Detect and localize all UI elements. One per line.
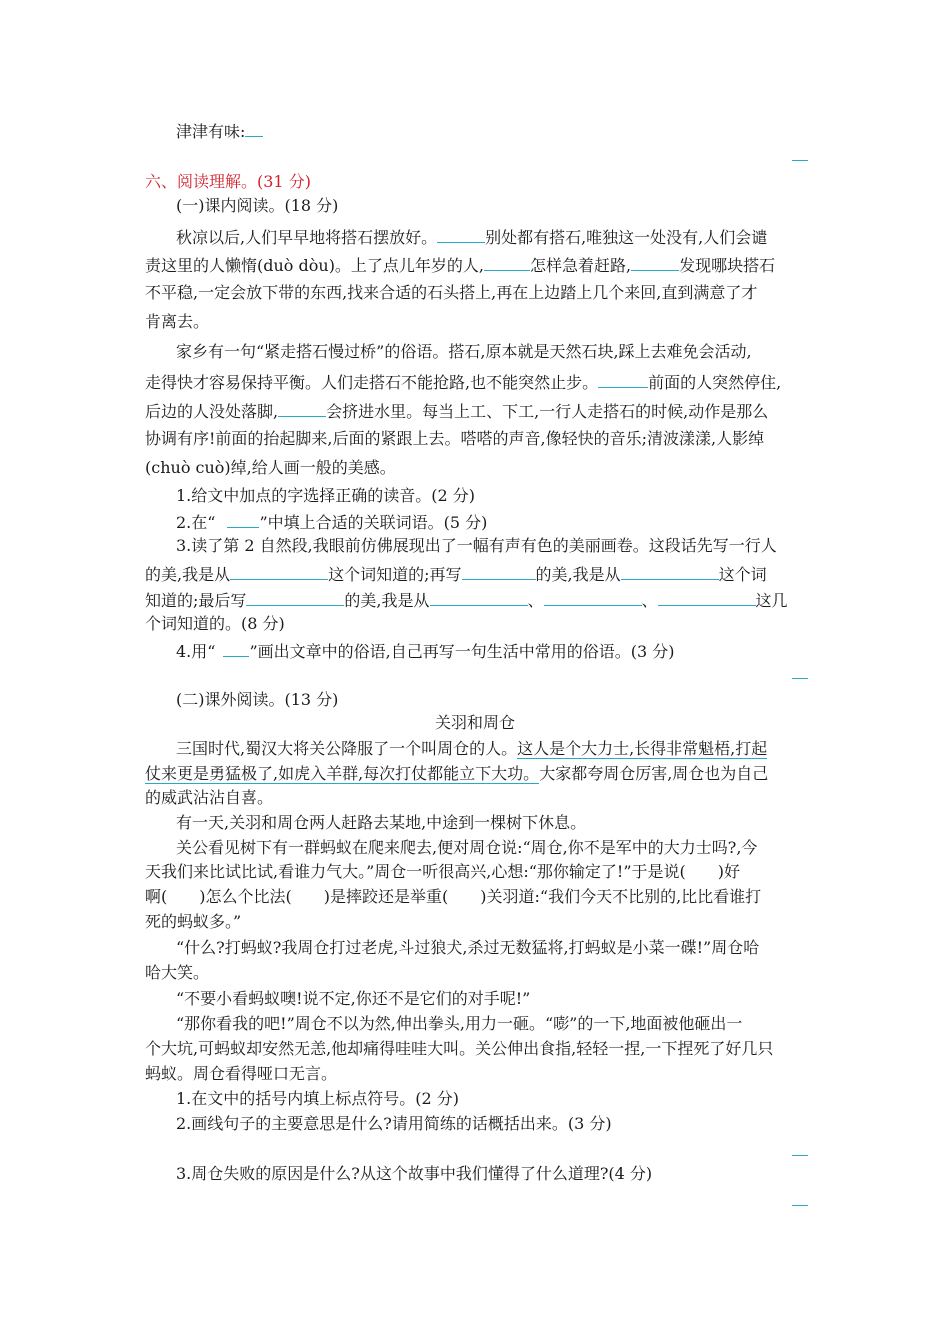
answer-blank[interactable] <box>430 589 528 606</box>
text-segment: 三国时代,蜀汉大将关公降服了一个叫周仓的人。 <box>176 739 518 758</box>
idiom-label: 津津有味: <box>176 122 246 141</box>
paragraph-line: “什么?打蚂蚁?我周仓打过老虎,斗过狼犬,杀过无数猛将,打蚂蚁是小菜一碟!”周仓哈 <box>176 938 760 957</box>
answer-blank[interactable] <box>631 254 679 271</box>
section-heading: 六、阅读理解。(31 分) <box>145 172 311 191</box>
question-2 <box>176 511 487 533</box>
question-3-line <box>145 589 788 611</box>
answer-blank[interactable] <box>544 589 642 606</box>
text-segment: )关羽道:“我们今天不比别的,比比看谁打 <box>480 887 762 906</box>
answer-blank[interactable] <box>621 563 719 580</box>
question-1: 1.给文中加点的字选择正确的读音。(2 分) <box>176 486 476 505</box>
text-segment: )怎么个比法( <box>199 887 292 906</box>
text-segment: 天我们来比试比试,看谁力气大。”周仓一听很高兴,心想:“那你输定了!”于是说( <box>145 862 686 881</box>
paragraph-line: 个大坑,可蚂蚁却安然无恙,他却痛得哇哇大叫。关公伸出食指,轻轻一捏,一下捏死了好几只 <box>145 1039 774 1058</box>
answer-blank[interactable] <box>658 589 756 606</box>
paragraph-line: 哈大笑。 <box>145 963 210 982</box>
text-segment: 、 <box>527 591 544 610</box>
question-3-line <box>145 563 767 585</box>
paragraph-line: “不要小看蚂蚁噢!说不定,你还不是它们的对手呢!” <box>176 989 531 1008</box>
paragraph-line <box>145 887 761 907</box>
text-segment: 、 <box>641 591 658 610</box>
text-segment: 知道的;最后写 <box>145 591 247 610</box>
text-segment: 啊( <box>145 887 168 906</box>
question-3: 3.周仓失败的原因是什么?从这个故事中我们懂得了什么道理?(4 分) <box>176 1164 653 1183</box>
paragraph-line: (chuò cuò)绰,给人画一般的美感。 <box>145 458 396 477</box>
text-segment: 的美,我是从 <box>145 565 231 584</box>
text-segment: 这几 <box>755 591 788 610</box>
text-segment: 这个词 <box>718 565 767 584</box>
paragraph-line: 蚂蚁。周仓看得哑口无言。 <box>145 1064 338 1083</box>
paragraph-line: 关公看见树下有一群蚂蚁在爬来爬去,便对周仓说:“周仓,你不是军中的大力士吗?,今 <box>176 838 758 857</box>
text-segment: )是摔跤还是举重( <box>323 887 449 906</box>
paragraph-line: 肯离去。 <box>145 312 210 331</box>
part1-heading: (一)课内阅读。(18 分) <box>176 196 339 215</box>
text-segment: 走得快才容易保持平衡。人们走搭石不能抢路,也不能突然止步。 <box>145 373 599 392</box>
paragraph-line: 不平稳,一定会放下带的东西,找来合适的石头搭上,再在上边踏上几个来回,直到满意了才 <box>145 283 758 302</box>
text-segment: 的美,我是从 <box>344 591 430 610</box>
paragraph-line <box>176 739 767 759</box>
underlined-sentence: 仗来更是勇猛极了,如虎入羊群,每次打仗都能立下大功。 <box>145 764 540 783</box>
text-segment: )好 <box>717 862 741 881</box>
paragraph-line <box>176 226 767 248</box>
answer-dash[interactable] <box>792 678 808 679</box>
text-segment: 秋凉以后,人们早早地将搭石摆放好。 <box>176 228 438 247</box>
answer-blank[interactable] <box>245 120 263 137</box>
question-2: 2.画线句子的主要意思是什么?请用简练的话概括出来。(3 分) <box>176 1114 612 1133</box>
underlined-sentence: 这人是个大力士,长得非常魁梧,打起 <box>517 739 768 758</box>
answer-dash[interactable] <box>792 1205 808 1206</box>
text-segment: 的美,我是从 <box>535 565 621 584</box>
text-segment: 别处都有搭石,唯独这一处没有,人们会谴 <box>485 228 768 247</box>
paragraph-line <box>145 862 740 882</box>
answer-blank[interactable] <box>246 589 344 606</box>
question-3: 3.读了第 2 自然段,我眼前仿佛展现出了一幅有声有色的美丽画卷。这段话先写一行人 <box>176 536 777 555</box>
text-segment: 会挤进水里。每当上工、下工,一行人走搭石的时候,动作是那么 <box>326 402 769 421</box>
paragraph-line <box>145 400 768 422</box>
text-segment: 怎样急着赶路, <box>530 256 632 275</box>
paragraph-line <box>145 371 781 393</box>
answer-blank[interactable] <box>223 640 249 657</box>
text-segment: 4.用“ <box>176 642 216 661</box>
text-segment: 2.在“ <box>176 513 216 532</box>
text-segment: 这个词知道的;再写 <box>328 565 462 584</box>
answer-blank[interactable] <box>278 400 326 417</box>
text-segment: 发现哪块搭石 <box>679 256 776 275</box>
question-4 <box>176 640 674 662</box>
text-segment: 责这里的人懒惰(duò dòu)。上了点儿年岁的人, <box>145 256 485 275</box>
answer-blank[interactable] <box>484 254 530 271</box>
answer-dash[interactable] <box>792 160 808 161</box>
text-segment: ”画出文章中的俗语,自己再写一句生活中常用的俗语。(3 分) <box>249 642 675 661</box>
answer-blank[interactable] <box>437 226 485 243</box>
paragraph-line: 有一天,关羽和周仓两人赶路去某地,中途到一棵树下休息。 <box>176 813 587 832</box>
answer-blank[interactable] <box>227 511 259 528</box>
paragraph-line: 协调有序!前面的抬起脚来,后面的紧跟上去。嗒嗒的声音,像轻快的音乐;清波漾漾,人影绰 <box>145 429 765 448</box>
text-segment: 大家都夸周仓厉害,周仓也为自己 <box>539 764 769 783</box>
answer-blank[interactable] <box>598 371 648 388</box>
answer-dash[interactable] <box>792 1155 808 1156</box>
paragraph-line: 家乡有一句“紧走搭石慢过桥”的俗语。搭石,原本就是天然石块,踩上去难免会活动, <box>176 342 752 361</box>
question-3-line: 个词知道的。(8 分) <box>145 614 285 633</box>
paragraph-line: 的威武沾沾自喜。 <box>145 788 274 807</box>
paragraph-line <box>145 764 768 784</box>
text-segment: 前面的人突然停住, <box>648 373 782 392</box>
answer-blank[interactable] <box>462 563 536 580</box>
paragraph-line: 死的蚂蚁多。” <box>145 912 242 931</box>
text-segment: ”中填上合适的关联词语。(5 分) <box>259 513 488 532</box>
text-segment: 后边的人没处落脚, <box>145 402 279 421</box>
paragraph-line: “那你看我的吧!”周仓不以为然,伸出拳头,用力一砸。“嘭”的一下,地面被他砸出一 <box>176 1014 743 1033</box>
answer-blank[interactable] <box>230 563 328 580</box>
paragraph-line <box>145 254 775 276</box>
part2-heading: (二)课外阅读。(13 分) <box>176 690 339 709</box>
question-1: 1.在文中的括号内填上标点符号。(2 分) <box>176 1089 460 1108</box>
idiom-line <box>176 120 263 142</box>
story-title: 关羽和周仓 <box>434 713 515 732</box>
